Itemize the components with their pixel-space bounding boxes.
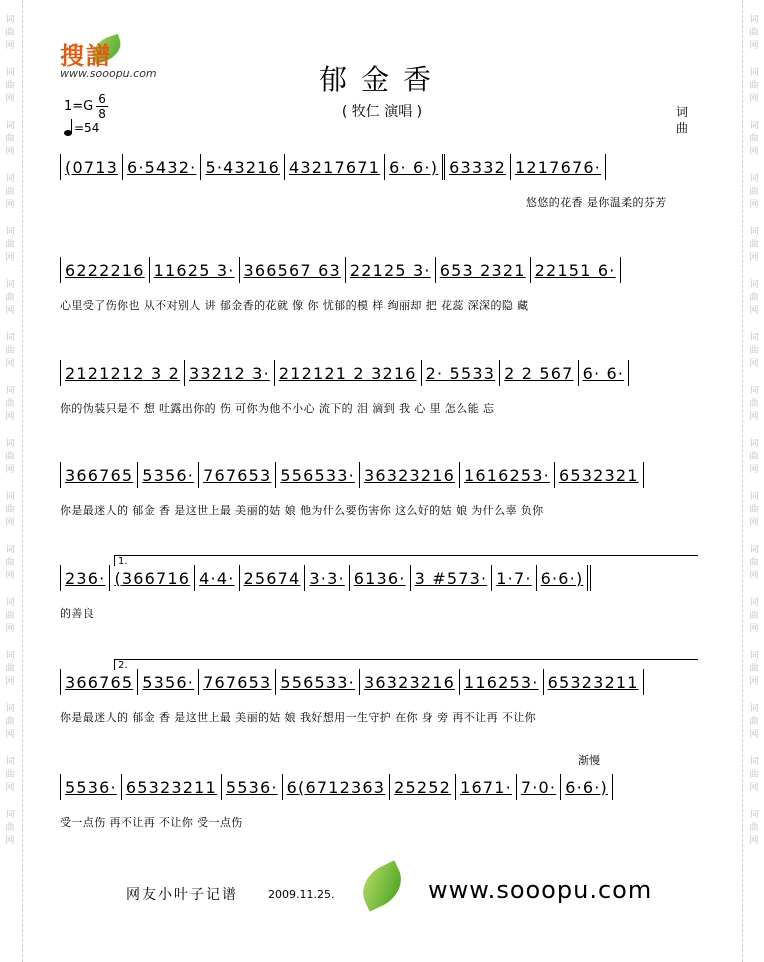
- measure-notes: 5·43216: [205, 157, 281, 177]
- watermark-char: 词: [5, 598, 15, 608]
- measure: [555, 462, 644, 488]
- measure-notes: 556533·: [280, 465, 355, 485]
- song-singer: ( 牧仁 演唱 ): [341, 104, 423, 120]
- measure: [123, 154, 201, 180]
- measure-notes: 5356·: [142, 672, 195, 692]
- watermark-group: [749, 491, 758, 530]
- measure-notes: 1·7·: [496, 568, 532, 588]
- lyricist-label: 词: [676, 105, 689, 119]
- watermark-char: 曲: [749, 28, 759, 38]
- score-row: [60, 660, 702, 725]
- watermark-char: 曲: [5, 823, 15, 833]
- measure-notes: 43217671: [289, 157, 381, 177]
- watermark-char: 词: [749, 227, 759, 237]
- measure: [537, 565, 592, 591]
- transcribe-date: 2009.11.25.: [268, 888, 335, 901]
- footer-leaf-icon: [354, 860, 409, 911]
- measure: [195, 565, 239, 591]
- lyrics-line: 的善良: [60, 607, 95, 620]
- watermark-char: 曲: [5, 346, 15, 356]
- watermark-char: 词: [749, 15, 759, 25]
- watermark-char: 网: [749, 412, 759, 422]
- measure-notes: 25674: [243, 568, 301, 588]
- watermark-char: 网: [749, 147, 759, 157]
- watermark-char: 网: [749, 571, 759, 581]
- footer-site-url[interactable]: www.sooopu.com: [428, 876, 653, 904]
- transcriber: 网友小叶子记谱: [126, 887, 238, 903]
- measure: [60, 774, 122, 800]
- measure: [544, 669, 644, 695]
- measure-notes: 116253·: [464, 672, 539, 692]
- watermark-group: [5, 385, 14, 424]
- watermark-group: [749, 650, 758, 689]
- watermark-char: 网: [5, 412, 15, 422]
- footer: [0, 868, 764, 928]
- watermark-char: 词: [5, 704, 15, 714]
- measure-notes: 5536·: [65, 777, 117, 797]
- lyrics-line: 你是最迷人的 郁金 香 是这世上最 美丽的姑 娘 他为什么要伤害你 这么好的姑 娘 为什么辜 负你: [60, 504, 544, 517]
- measure-notes: (366716: [114, 568, 191, 588]
- measure: [222, 774, 283, 800]
- watermark-group: [5, 173, 14, 212]
- measure: [60, 462, 138, 488]
- watermark-char: 曲: [749, 134, 759, 144]
- notation-line: [60, 669, 702, 695]
- measure: [60, 154, 123, 180]
- watermark-char: 曲: [5, 717, 15, 727]
- watermark-char: 曲: [749, 770, 759, 780]
- watermark-char: 词: [5, 439, 15, 449]
- measure: [199, 462, 276, 488]
- watermark-group: [749, 809, 758, 848]
- measure-notes: 22151 6·: [534, 260, 616, 280]
- measure: [60, 360, 185, 386]
- measure: [517, 774, 561, 800]
- watermark-char: 曲: [749, 558, 759, 568]
- measure-notes: 1616253·: [464, 465, 550, 485]
- measure: [276, 462, 360, 488]
- measure-notes: 2· 5533: [425, 363, 496, 383]
- watermark-char: 曲: [5, 399, 15, 409]
- measure: [561, 774, 613, 800]
- watermark-group: [5, 597, 14, 636]
- watermark-char: 网: [749, 359, 759, 369]
- measure-notes: 5536·: [225, 777, 278, 797]
- measure: [346, 257, 436, 283]
- watermark-char: 网: [5, 359, 15, 369]
- watermark-char: 词: [749, 545, 759, 555]
- watermark-char: 曲: [749, 240, 759, 250]
- measure-notes: 6532321: [558, 465, 639, 485]
- measure-notes: (0713: [65, 157, 118, 177]
- watermark-char: 词: [5, 545, 15, 555]
- key-signature: [64, 92, 108, 121]
- watermark-group: [749, 756, 758, 795]
- measure-notes: 6· 6·: [582, 363, 625, 383]
- watermark-char: 词: [5, 15, 15, 25]
- watermark-char: 曲: [5, 28, 15, 38]
- measure-notes: 2121212 3 2: [65, 363, 180, 383]
- side-watermark-left: [2, 0, 18, 962]
- watermark-group: [5, 332, 14, 371]
- measure: [531, 257, 621, 283]
- measure: [456, 774, 517, 800]
- measure: [240, 257, 346, 283]
- watermark-char: 网: [5, 730, 15, 740]
- watermark-group: [749, 385, 758, 424]
- measure: [305, 565, 349, 591]
- watermark-char: 网: [5, 94, 15, 104]
- watermark-group: [749, 279, 758, 318]
- measure-notes: 33212 3·: [189, 363, 270, 383]
- watermark-char: 曲: [749, 81, 759, 91]
- notation-line: [60, 257, 702, 283]
- watermark-char: 网: [749, 465, 759, 475]
- measure: [360, 462, 460, 488]
- measure: [492, 565, 536, 591]
- watermark-char: 曲: [749, 823, 759, 833]
- notation-line: [60, 565, 702, 591]
- watermark-char: 网: [5, 41, 15, 51]
- watermark-char: 词: [749, 439, 759, 449]
- watermark-char: 曲: [749, 346, 759, 356]
- notation-line: [60, 360, 702, 386]
- watermark-char: 曲: [749, 452, 759, 462]
- watermark-char: 词: [5, 757, 15, 767]
- measure-notes: 22125 3·: [349, 260, 431, 280]
- measure: [275, 360, 422, 386]
- watermark-char: 词: [749, 757, 759, 767]
- watermark-group: [5, 491, 14, 530]
- credits: [676, 104, 688, 136]
- score-row: [60, 360, 702, 416]
- measure-notes: 653 2321: [439, 260, 526, 280]
- measure-notes: 6(6712363: [286, 777, 386, 797]
- watermark-char: 网: [749, 253, 759, 263]
- watermark-char: 网: [5, 200, 15, 210]
- watermark-group: [749, 173, 758, 212]
- measure: [350, 565, 411, 591]
- watermark-char: 词: [749, 280, 759, 290]
- measure-notes: 6136·: [353, 568, 406, 588]
- watermark-char: 词: [749, 333, 759, 343]
- watermark-char: 词: [5, 386, 15, 396]
- measure: [240, 565, 306, 591]
- measure: [138, 462, 199, 488]
- measure-notes: 7·0·: [520, 777, 557, 797]
- notation-line: [60, 154, 702, 180]
- measure: [411, 565, 493, 591]
- measure: [460, 462, 555, 488]
- watermark-group: [749, 120, 758, 159]
- watermark-group: [749, 332, 758, 371]
- measure-notes: 236·: [65, 568, 106, 588]
- measure: [150, 257, 240, 283]
- watermark-char: 网: [5, 624, 15, 634]
- measure: [422, 360, 500, 386]
- measure: [276, 669, 360, 695]
- watermark-char: 网: [749, 677, 759, 687]
- measure: [579, 360, 630, 386]
- notation-line: [60, 774, 702, 800]
- measure-notes: 767653: [203, 465, 272, 485]
- measure-notes: 2 2 567: [504, 363, 574, 383]
- volta-bracket: 1.: [114, 555, 698, 566]
- measure-notes: 212121 2 3216: [278, 363, 417, 383]
- watermark-group: [5, 756, 14, 795]
- side-watermark-right: [746, 0, 762, 962]
- measure-notes: 36323216: [363, 465, 455, 485]
- watermark-char: 词: [749, 704, 759, 714]
- measure: [285, 154, 385, 180]
- watermark-char: 词: [5, 333, 15, 343]
- watermark-char: 曲: [5, 770, 15, 780]
- watermark-group: [5, 809, 14, 848]
- measure-notes: 767653: [203, 672, 272, 692]
- watermark-char: 词: [5, 121, 15, 131]
- watermark-group: [749, 14, 758, 53]
- watermark-char: 词: [749, 598, 759, 608]
- watermark-char: 曲: [749, 505, 759, 515]
- watermark-group: [749, 703, 758, 742]
- watermark-char: 网: [749, 200, 759, 210]
- score-row: [60, 462, 702, 518]
- watermark-group: [5, 226, 14, 265]
- measure: [60, 565, 110, 591]
- measure-notes: 11625 3·: [153, 260, 235, 280]
- measure: [360, 669, 460, 695]
- watermark-char: 词: [749, 174, 759, 184]
- measure: [138, 669, 199, 695]
- measure-notes: 6· 6·): [389, 157, 439, 177]
- watermark-char: 网: [5, 571, 15, 581]
- watermark-char: 词: [749, 121, 759, 131]
- watermark-char: 词: [749, 492, 759, 502]
- watermark-char: 词: [5, 68, 15, 78]
- measure: [385, 154, 445, 180]
- watermark-char: 曲: [749, 664, 759, 674]
- logo-brand: 搜譜: [60, 41, 112, 70]
- watermark-char: 曲: [749, 399, 759, 409]
- measure-notes: 3·3·: [309, 568, 345, 588]
- watermark-char: 曲: [5, 611, 15, 621]
- measure-notes: 3 #573·: [414, 568, 488, 588]
- watermark-char: 词: [5, 227, 15, 237]
- measure: [511, 154, 606, 180]
- watermark-char: 网: [749, 306, 759, 316]
- watermark-char: 网: [749, 624, 759, 634]
- lyrics-line: 心里受了伤你也 从不对别人 讲 郁金香的花就 像 你 忧郁的模 样 绚丽却 把 花蕊 深深的隐 藏: [60, 299, 529, 312]
- volta-bracket: 2.: [114, 659, 698, 670]
- watermark-char: 曲: [5, 134, 15, 144]
- measure-notes: 25252: [394, 777, 452, 797]
- song-title: 郁金香: [318, 63, 445, 96]
- watermark-char: 曲: [749, 611, 759, 621]
- time-denominator: 8: [98, 107, 106, 121]
- lyrics-line: 你是最迷人的 郁金 香 是这世上最 美丽的姑 娘 我好想用一生守护 在你 身 旁 再不让再 不让你: [60, 711, 537, 724]
- watermark-char: 词: [5, 651, 15, 661]
- watermark-char: 曲: [5, 187, 15, 197]
- watermark-char: 网: [749, 783, 759, 793]
- watermark-char: 网: [5, 783, 15, 793]
- composer-label: 曲: [676, 121, 689, 135]
- measure: [110, 565, 195, 591]
- margin-line-right: [742, 0, 743, 962]
- watermark-char: 曲: [5, 505, 15, 515]
- measure: [445, 154, 511, 180]
- watermark-char: 网: [5, 836, 15, 846]
- measure-notes: 36323216: [363, 672, 455, 692]
- watermark-char: 词: [5, 174, 15, 184]
- score-row: [60, 154, 702, 210]
- watermark-char: 网: [5, 518, 15, 528]
- measure: [500, 360, 578, 386]
- measure-notes: 6·6·): [565, 777, 608, 797]
- watermark-char: 网: [749, 730, 759, 740]
- watermark-char: 词: [749, 68, 759, 78]
- measure-notes: 65323211: [125, 777, 217, 797]
- watermark-char: 曲: [5, 81, 15, 91]
- measure-notes: 1217676·: [515, 157, 601, 177]
- watermark-char: 曲: [749, 187, 759, 197]
- watermark-char: 曲: [5, 558, 15, 568]
- measure-notes: 366567 63: [243, 260, 341, 280]
- watermark-char: 曲: [5, 452, 15, 462]
- watermark-group: [5, 14, 14, 53]
- quarter-note-icon: [64, 130, 72, 136]
- measure-notes: 4·4·: [199, 568, 235, 588]
- measure-notes: 6·6·): [540, 568, 584, 588]
- time-numerator: 6: [98, 92, 106, 106]
- lyrics-line: 受一点伤 再不让再 不让你 受一点伤: [60, 816, 243, 829]
- score-row: [60, 257, 702, 313]
- score-row: [60, 556, 702, 621]
- watermark-group: [749, 438, 758, 477]
- lyrics-line: 悠悠的花香 是你温柔的芬芳: [526, 196, 667, 209]
- key-label: 1=G: [64, 99, 94, 114]
- measure-notes: 1671·: [460, 777, 512, 797]
- measure: [199, 669, 276, 695]
- watermark-group: [749, 544, 758, 583]
- watermark-group: [5, 703, 14, 742]
- logo-url: www.sooopu.com: [60, 67, 157, 80]
- measure: [201, 154, 285, 180]
- watermark-group: [5, 438, 14, 477]
- measure-notes: 556533·: [280, 672, 355, 692]
- measure: [185, 360, 275, 386]
- tempo-change-marking: 渐慢: [578, 754, 600, 767]
- watermark-char: 词: [5, 280, 15, 290]
- watermark-group: [5, 650, 14, 689]
- measure: [390, 774, 456, 800]
- measure-notes: 366765: [65, 672, 134, 692]
- watermark-char: 曲: [749, 293, 759, 303]
- measure: [436, 257, 531, 283]
- watermark-char: 词: [5, 492, 15, 502]
- measure-notes: 6222216: [65, 260, 145, 280]
- watermark-group: [749, 226, 758, 265]
- measure-notes: 5356·: [142, 465, 195, 485]
- watermark-char: 网: [749, 836, 759, 846]
- tempo-marking: [64, 120, 99, 136]
- watermark-group: [749, 597, 758, 636]
- time-signature: [96, 92, 108, 121]
- watermark-char: 曲: [5, 240, 15, 250]
- watermark-char: 网: [5, 253, 15, 263]
- watermark-char: 网: [749, 41, 759, 51]
- watermark-char: 网: [5, 306, 15, 316]
- watermark-char: 网: [749, 518, 759, 528]
- watermark-group: [5, 279, 14, 318]
- measure-notes: 65323211: [547, 672, 639, 692]
- measure: [122, 774, 222, 800]
- watermark-char: 曲: [749, 717, 759, 727]
- watermark-char: 词: [749, 810, 759, 820]
- tempo-value: =54: [74, 121, 100, 135]
- measure-notes: 63332: [449, 157, 507, 177]
- notation-line: [60, 462, 702, 488]
- watermark-group: [5, 120, 14, 159]
- measure-notes: 366765: [65, 465, 134, 485]
- watermark-char: 网: [5, 465, 15, 475]
- measure: [460, 669, 544, 695]
- watermark-char: 网: [5, 677, 15, 687]
- watermark-char: 曲: [5, 293, 15, 303]
- watermark-char: 网: [5, 147, 15, 157]
- measure-notes: 6·5432·: [126, 157, 197, 177]
- lyrics-line: 你的伪装只是不 想 吐露出你的 伤 可你为他不小心 流下的 泪 滴到 我 心 里 怎么能 忘: [60, 402, 495, 415]
- measure: [283, 774, 390, 800]
- measure: [60, 257, 150, 283]
- measure: [60, 669, 138, 695]
- watermark-char: 词: [749, 386, 759, 396]
- margin-line-left: [22, 0, 23, 962]
- score-row: [60, 754, 702, 830]
- watermark-char: 词: [5, 810, 15, 820]
- watermark-char: 曲: [5, 664, 15, 674]
- watermark-char: 网: [749, 94, 759, 104]
- watermark-char: 词: [749, 651, 759, 661]
- watermark-group: [5, 544, 14, 583]
